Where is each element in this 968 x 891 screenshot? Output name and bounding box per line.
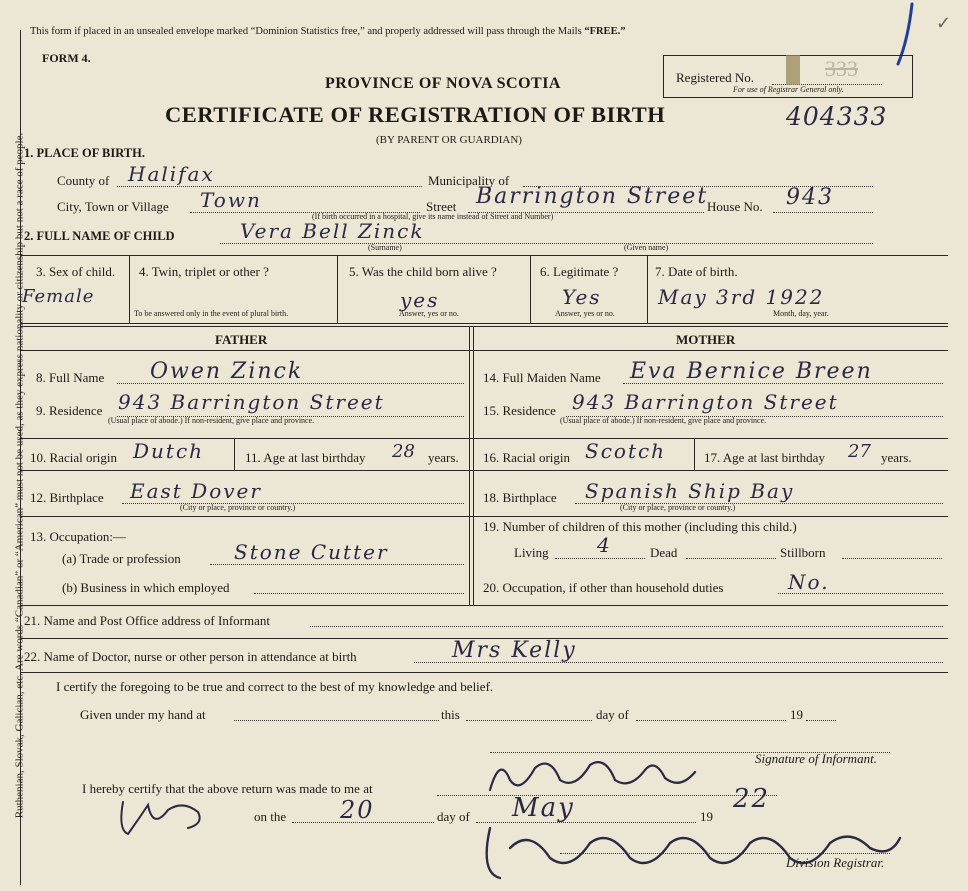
this-label: this	[441, 707, 460, 722]
given-under-hand-label: Given under my hand at	[80, 707, 206, 722]
mother-occupation-value: No.	[788, 570, 830, 594]
mother-birthplace-note: (City or place, province or country.)	[620, 503, 736, 512]
father-birthplace-label: 12. Birthplace	[30, 490, 104, 505]
registered-note: For use of Registrar General only.	[733, 85, 844, 94]
date-label: 7. Date of birth.	[655, 264, 738, 279]
father-birthplace-value: East Dover	[130, 479, 262, 503]
corner-tick-mark: ✓	[936, 13, 952, 33]
father-age-value: 28	[392, 441, 415, 462]
mother-residence-label: 15. Residence	[483, 403, 556, 418]
mother-abode-note: (Usual place of abode.) If non-resident, give place and province.	[560, 416, 767, 425]
mail-notice	[30, 27, 625, 38]
stillborn-label: Stillborn	[780, 545, 826, 560]
father-occupation-label: 13. Occupation:—	[30, 529, 127, 544]
municipality-label: Municipality of	[428, 173, 510, 188]
province-heading: PROVINCE OF NOVA SCOTIA	[325, 75, 561, 92]
mother-heading: MOTHER	[676, 332, 736, 347]
registrar-year-prefix: 19	[700, 809, 713, 824]
mother-racial-label: 16. Racial origin	[483, 450, 571, 465]
registration-day-value: 20	[340, 796, 375, 824]
registrar-statement: I hereby certify that the above return was made to me at	[82, 781, 373, 796]
place-of-birth-heading: 1. PLACE OF BIRTH.	[24, 146, 145, 160]
sex-value: Female	[22, 286, 95, 307]
certificate-title: CERTIFICATE OF REGISTRATION OF BIRTH	[165, 102, 666, 127]
father-heading: FATHER	[215, 332, 268, 347]
children-label: 19. Number of children of this mother (including this child.)	[483, 519, 797, 534]
living-label: Living	[514, 545, 549, 560]
mail-notice-free: “FREE.”	[584, 26, 626, 37]
city-value: Town	[200, 188, 262, 212]
county-value: Halifax	[128, 162, 215, 186]
given-name-note: (Given name)	[624, 243, 669, 252]
certify-year-prefix: 19	[790, 707, 803, 722]
legitimate-label: 6. Legitimate ?	[540, 264, 619, 279]
father-age-label: 11. Age at last birthday	[245, 450, 366, 465]
county-label: County of	[57, 173, 110, 188]
on-the-label: on the	[254, 809, 287, 824]
mother-birthplace-label: 18. Birthplace	[483, 490, 557, 505]
father-name-label: 8. Full Name	[36, 370, 105, 385]
trade-value: Stone Cutter	[234, 540, 389, 564]
registration-year-value: 22	[733, 784, 771, 814]
father-birthplace-note: (City or place, province or country.)	[180, 503, 296, 512]
legitimate-value: Yes	[562, 285, 602, 309]
child-name-value: Vera Bell Zinck	[240, 219, 425, 243]
registrar-day-of-label: day of	[437, 809, 470, 824]
twin-note: To be answered only in the event of plural birth.	[134, 309, 289, 318]
mother-age-label: 17. Age at last birthday	[704, 450, 825, 465]
tape-scrap	[786, 55, 800, 85]
father-residence-value: 943 Barrington Street	[118, 390, 385, 414]
house-value: 943	[786, 185, 834, 210]
mother-name-label: 14. Full Maiden Name	[483, 370, 601, 385]
surname-note: (Surname)	[368, 243, 402, 252]
form-label: FORM 4.	[42, 51, 91, 65]
sex-label: 3. Sex of child.	[36, 264, 116, 279]
legitimate-note: Answer, yes or no.	[555, 309, 615, 318]
house-label: House No.	[707, 199, 763, 214]
father-racial-value: Dutch	[133, 439, 205, 463]
handwritten-registration-number: 404333	[786, 102, 888, 131]
registered-label: Registered No.	[676, 70, 754, 85]
signature-of-informant: Signature of Informant.	[755, 751, 877, 766]
hospital-note: (If birth occurred in a hospital, give its name instead of Street and Number)	[312, 212, 554, 221]
doctor-value: Mrs Kelly	[452, 638, 577, 663]
mother-name-value: Eva Bernice Breen	[630, 359, 873, 384]
certificate-subtitle: (BY PARENT OR GUARDIAN)	[376, 134, 522, 146]
side-instructions: Ruthenian, Slovak, Galician, etc. Are words “Canadian” or “American” must not be used, as they express nationality or citizenship but not a race of people.	[13, 132, 26, 819]
alive-value: yes	[400, 288, 440, 312]
registrar-initials-signature	[108, 790, 228, 840]
registrar-place-signature	[480, 750, 710, 800]
child-name-label: 2. FULL NAME OF CHILD	[24, 229, 175, 243]
mother-racial-value: Scotch	[585, 439, 667, 463]
father-abode-note: (Usual place of abode.) If non-resident, give place and province.	[108, 416, 315, 425]
division-registrar-label: Division Registrar.	[786, 855, 885, 870]
date-value: May 3rd 1922	[658, 285, 825, 309]
father-racial-label: 10. Racial origin	[30, 450, 118, 465]
mail-notice-text: This form if placed in an unsealed envelope marked “Dominion Statistics free,” and properly addressed will pass through the Mails	[30, 26, 585, 37]
mother-occupation-label: 20. Occupation, if other than household duties	[483, 580, 724, 595]
doctor-label: 22. Name of Doctor, nurse or other person in attendance at birth	[24, 649, 357, 664]
date-note: Month, day, year.	[773, 309, 829, 318]
trade-label: (a) Trade or profession	[62, 551, 181, 566]
alive-label: 5. Was the child born alive ?	[349, 264, 497, 279]
mother-age-value: 27	[848, 441, 871, 462]
mother-birthplace-value: Spanish Ship Bay	[585, 479, 795, 503]
mother-residence-value: 943 Barrington Street	[572, 390, 839, 414]
registrar-signature	[470, 818, 910, 888]
alive-note: Answer, yes or no.	[399, 309, 459, 318]
living-value: 4	[597, 533, 612, 557]
street-value: Barrington Street	[476, 184, 709, 209]
informant-label: 21. Name and Post Office address of Informant	[24, 613, 270, 628]
father-name-value: Owen Zinck	[150, 359, 304, 384]
mother-years: years.	[881, 450, 912, 465]
left-margin-line	[20, 30, 21, 885]
registration-month-value: May	[512, 793, 575, 823]
street-label: Street	[426, 199, 457, 214]
struck-number: 333	[825, 56, 858, 81]
business-label: (b) Business in which employed	[62, 580, 230, 595]
day-of-label: day of	[596, 707, 629, 722]
father-residence-label: 9. Residence	[36, 403, 103, 418]
twin-label: 4. Twin, triplet or other ?	[139, 264, 269, 279]
certify-statement: I certify the foregoing to be true and correct to the best of my knowledge and belief.	[56, 679, 494, 694]
dead-label: Dead	[650, 545, 678, 560]
city-label: City, Town or Village	[57, 199, 169, 214]
father-years: years.	[428, 450, 459, 465]
